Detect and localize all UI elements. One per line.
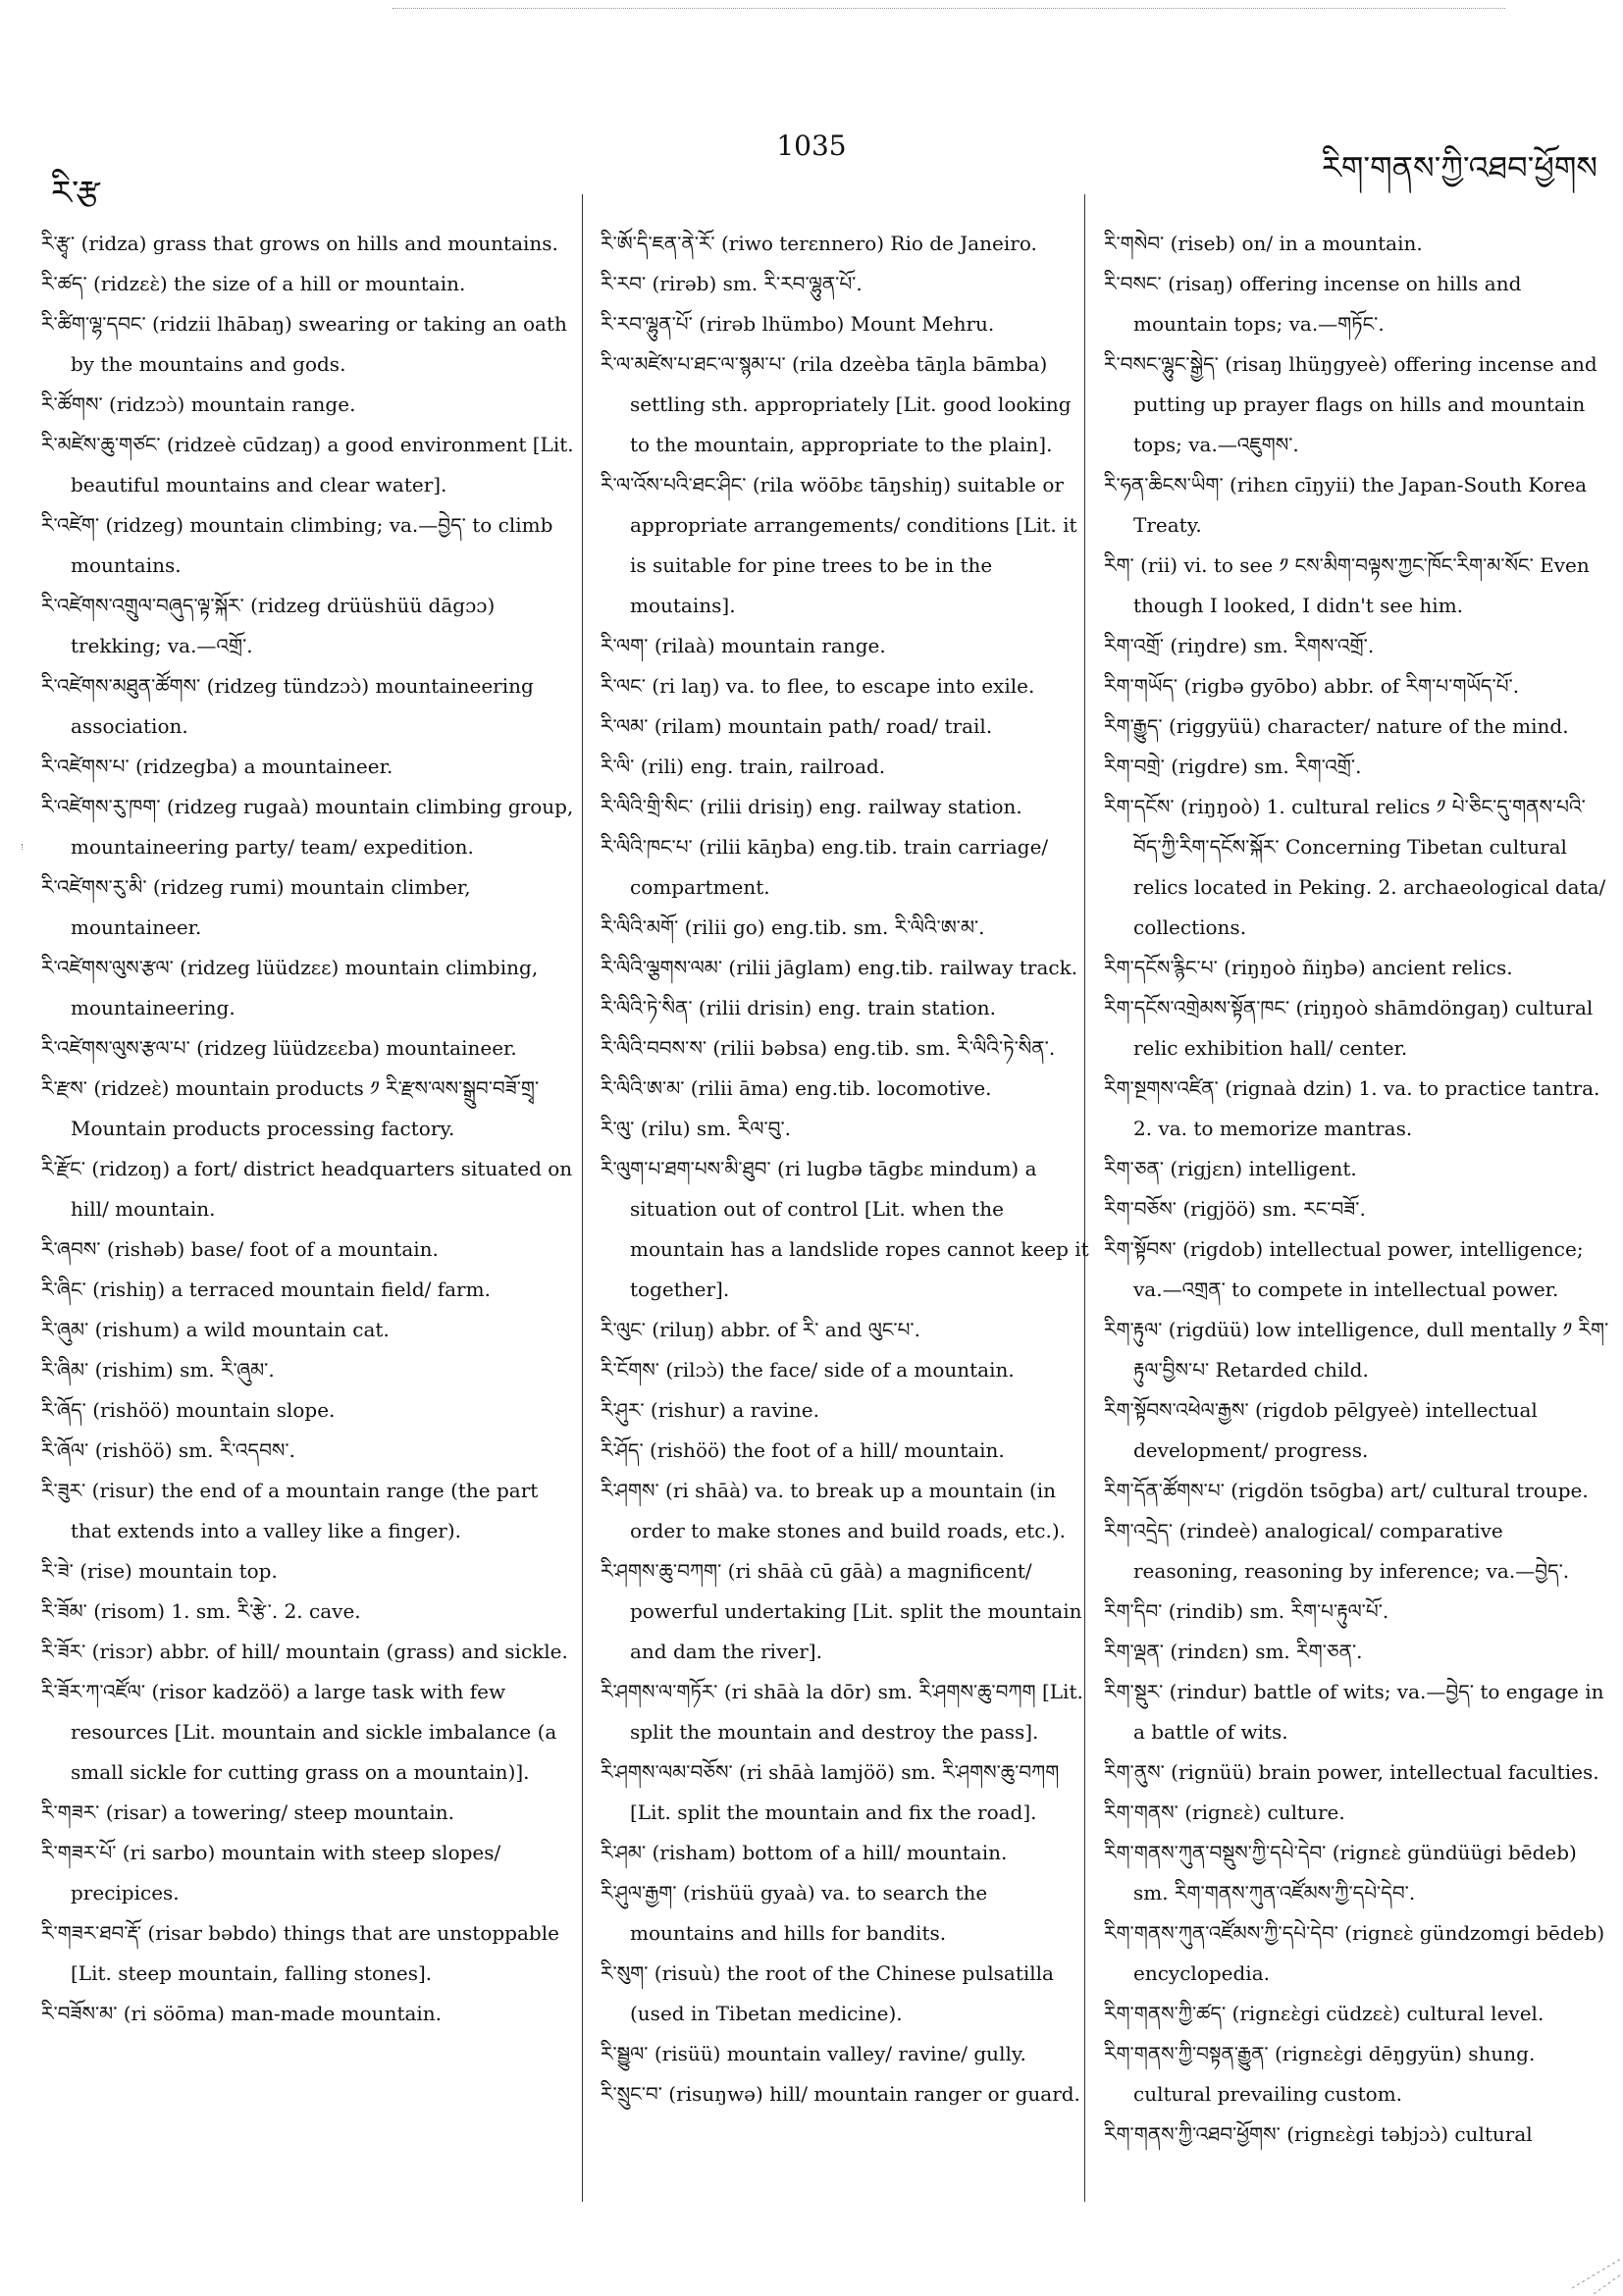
dictionary-entry: རི་ཤུལ་རྒྱག་ (rishüü gyaà) va. to search the mountains and hills for bandits. xyxy=(601,1881,988,1945)
dictionary-entry: རི་ལིའི་ཁང་པ་ (rilii kāŋba) eng.tib. train carriage/ compartment. xyxy=(601,835,1049,899)
dictionary-entry: རི་བསང་ (risaŋ) offering incense on hills and mountain tops; va.—གཏོང་. xyxy=(1104,272,1522,336)
dictionary-entry: རིག་གནས་ (rignɛɛ̀) culture. xyxy=(1104,1800,1345,1824)
dictionary-entry: རི་སྦྱུལ་ (risüü) mountain valley/ ravine/ gully. xyxy=(601,2042,1026,2065)
dictionary-entry: རིག་རྟུལ་ (rigdüü) low intelligence, dull mentally ༡ རིག་རྟུལ་བྱིས་པ་ Retarded child. xyxy=(1104,1318,1609,1382)
dictionary-entry: རི་ཞོལ་ (rishöö) sm. རི་འདབས་. xyxy=(41,1438,295,1462)
dictionary-entry: རི་འཛེགས་ལུས་རྩལ་ (ridzeg lüüdzɛɛ) mountain climbing, mountaineering. xyxy=(41,956,539,1019)
header-right-headword: རིག་གནས་ཀྱི་འཐབ་ཕྱོགས xyxy=(1321,149,1597,186)
dictionary-entry: རིག་དོན་ཚོགས་པ་ (rigdön tsōgba) art/ cultural troupe. xyxy=(1104,1479,1589,1502)
dictionary-entry: རི་ཚོགས་ (ridzɔɔ̀) mountain range. xyxy=(41,392,356,416)
dictionary-entry: རི་སྲུང་བ་ (risuŋwə) hill/ mountain ranger or guard. xyxy=(601,2082,1080,2106)
dictionary-entry: རི་ལིའི་མགོ་ (rilii go) eng.tib. sm. རི་ལིའི་ཨ་མ་. xyxy=(601,915,985,939)
dictionary-entry: རིག་འདྲེད་ (rindeè) analogical/ comparative reasoning, reasoning by inference; va.—བྱེད་. xyxy=(1104,1519,1570,1583)
dictionary-entry: རི་ལིའི་གྲི་སིང་ (rilii drisiŋ) eng. railway station. xyxy=(601,795,1022,818)
dictionary-entry: རི་ལིའི་ལྕགས་ལམ་ (rilii jāglam) eng.tib. railway track. xyxy=(601,956,1078,979)
dictionary-entry: རིག་སྟོབས་འཕེལ་རྒྱས་ (rigdob pēlgyeè) intellectual development/ progress. xyxy=(1104,1398,1538,1462)
dictionary-entry: རིག་ (rii) vi. to see ༡ ངས་མིག་བལྟས་ཀྱང་ཁོང་རིག་མ་སོང་ Even though I looked, I didn't see him. xyxy=(1104,553,1590,617)
dictionary-entry: རི་འཛེགས་ལུས་རྩལ་པ་ (ridzeg lüüdzɛɛba) mountaineer. xyxy=(41,1036,517,1060)
dictionary-entry: རི་ཨོ་དི་ཇན་ནེ་རོ་ (riwo terɛnnero) Rio de Janeiro. xyxy=(601,232,1037,255)
dictionary-entry: རིག་བཅོས་ (rigjöö) sm. རང་བཟོ་. xyxy=(1104,1197,1366,1221)
page-number: 1035 xyxy=(776,130,847,162)
dictionary-entry: རིག་རྒྱུད་ (riggyüü) character/ nature of the mind. xyxy=(1104,714,1569,738)
dictionary-entry: རི་བསང་ལྷུང་སྒྱེད་ (risaŋ lhüŋgyeè) offering incense and putting up prayer flags on hills and mountain tops; va.—འཇུགས་. xyxy=(1104,352,1597,456)
dictionary-entry: རི་གཟར་ (risar) a towering/ steep mountain. xyxy=(41,1800,454,1824)
dictionary-entry: རི་ལང་ (ri laŋ) va. to flee, to escape into exile. xyxy=(601,674,1035,698)
dictionary-entry: རི་ལ་མཛེས་པ་ཐང་ལ་སྙམ་པ་ (rila dzeèba tāŋla bāmba) settling sth. appropriately [Lit. good looking to the mountain, appropriate to the plain]. xyxy=(601,352,1072,456)
dictionary-entry: རི་ལུག་པ་ཐག་པས་མི་ཐུབ་ (ri lugbə tāgbɛ mindum) a situation out of control [Lit. when the mountain has a landslide ropes cannot keep it together]. xyxy=(601,1157,1089,1301)
dictionary-entry: རི་མཛེས་ཆུ་གཙང་ (ridzeè cūdzaŋ) a good environment [Lit. beautiful mountains and clear water]. xyxy=(41,433,574,496)
header-left-headword: རི་རྩ xyxy=(51,174,100,213)
dictionary-entry: རི་རབ་ (rirəb) sm. རི་རབ་ལྷུན་པོ་. xyxy=(601,272,863,295)
dictionary-entry: རི་བཟོས་མ་ (ri söōma) man-made mountain. xyxy=(41,2002,443,2025)
page-corner-fold xyxy=(1564,2249,1623,2296)
dictionary-entry: རི་འཛེག་ (ridzeg) mountain climbing; va.—བྱེད་ to climb mountains. xyxy=(41,513,553,577)
dictionary-entry: རིག་དངོས་ (riŋŋoò) 1. cultural relics ༡ པེ་ཅིང་དུ་གནས་པའི་བོད་ཀྱི་རིག་དངོས་སྐོར་ Concerning Tibetan cultural relics located in Peking. 2. archaeological data/ collections. xyxy=(1104,795,1606,939)
dictionary-entry: རི་ཤགས་ལ་གཏོར་ (ri shāà la dōr) sm. རི་ཤགས་ཆུ་བཀག [Lit. split the mountain and destroy the pass]. xyxy=(601,1680,1083,1744)
dictionary-entry: རི་ཞིང་ (rishiŋ) a terraced mountain field/ farm. xyxy=(41,1278,491,1301)
dictionary-entry: རི་གཟར་པོ་ (ri sarbo) mountain with steep slopes/ precipices. xyxy=(41,1841,501,1905)
dictionary-entry: རི་ལ་འོས་པའི་ཐང་ཤིང་ (rila wöōbɛ tāŋshiŋ) suitable or appropriate arrangements/ conditions [Lit. it is suitable for pine trees to be in the moutains]. xyxy=(601,473,1077,617)
dictionary-entry: རི་རྫས་ (ridzeɛ̀) mountain products ༡ རི་རྫས་ལས་སྒྲུབ་བཟོ་གྲྭ་ Mountain products processing factory. xyxy=(41,1076,540,1140)
dictionary-entry: རི་ལིའི་བབས་ས་ (rilii bəbsa) eng.tib. sm. རི་ལིའི་ཏེ་སིན་. xyxy=(601,1036,1056,1060)
dictionary-entry: རི་གཟར་ཐབ་རྡོ་ (risar bəbdo) things that are unstoppable [Lit. steep mountain, falling stones]. xyxy=(41,1921,559,1985)
dictionary-entry: རི་ཞུམ་ (rishum) a wild mountain cat. xyxy=(41,1318,390,1341)
margin-mark xyxy=(22,844,28,850)
dictionary-entry: རི་ཟུར་ (risur) the end of a mountain range (the part that extends into a valley like a finger). xyxy=(41,1479,539,1542)
dictionary-entry: རིག་གནས་ཀུན་བསྡུས་ཀྱི་དཔེ་དེབ་ (rignɛɛ̀ gündüügi bēdeb) sm. རིག་གནས་ཀུན་འཛོམས་ཀྱི་དཔེ་དེབ་. xyxy=(1104,1841,1577,1905)
dictionary-entry: རི་གསེབ་ (riseb) on/ in a mountain. xyxy=(1104,232,1423,255)
dictionary-entry: རི་ཤུར་ (rishur) a ravine. xyxy=(601,1398,819,1422)
dictionary-entry: རི་ཟོམ་ (risom) 1. sm. རི་རྩེ་. 2. cave. xyxy=(41,1599,361,1623)
dictionary-entry: རིག་ལྡན་ (rindɛn) sm. རིག་ཅན་. xyxy=(1104,1640,1363,1663)
dictionary-entry: རིག་དིབ་ (rindib) sm. རིག་པ་རྟུལ་པོ་. xyxy=(1104,1599,1389,1623)
dictionary-entry: རིག་གནས་ཀྱི་བསྟན་རྒྱུན་ (rignɛɛ̀gi dēŋgyün) shung. cultural prevailing custom. xyxy=(1104,2042,1536,2106)
dictionary-entry: རི་ལག་ (rilaà) mountain range. xyxy=(601,634,886,657)
dictionary-entry: རི་ཟོར་ཀ་འཛོལ་ (risor kadzöö) a large task with few resources [Lit. mountain and sickle imbalance (a small sickle for cutting grass on a mountain)]. xyxy=(41,1680,557,1784)
dictionary-entry: རིག་སྔགས་འཛིན་ (rignaà dzin) 1. va. to practice tantra. 2. va. to memorize mantras. xyxy=(1104,1076,1600,1140)
dictionary-entry: རི་ཞིམ་ (rishim) sm. རི་ཞུམ་. xyxy=(41,1358,275,1382)
dictionary-entry: རི་འཛེགས་མཐུན་ཚོགས་ (ridzeg tündzɔɔ̀) mountaineering association. xyxy=(41,674,534,738)
dictionary-entry: རི་ཚད་ (ridzɛɛ̀) the size of a hill or mountain. xyxy=(41,272,466,295)
dictionary-entry: རིག་དངོས་རྙིང་པ་ (riŋŋoò ñiŋbə) ancient relics. xyxy=(1104,956,1513,979)
dictionary-entry: རི་ཤགས་ཆུ་བཀག་ (ri shāà cū gāà) a magnificent/ powerful undertaking [Lit. split the mountain and dam the river]. xyxy=(601,1559,1082,1663)
dictionary-entry: རིག་གནས་ཀྱི་འཐབ་ཕྱོགས་ (rignɛɛ̀gi təbjɔɔ̀) cultural xyxy=(1104,2122,1533,2146)
column-1 xyxy=(41,224,576,2267)
column-divider xyxy=(582,194,583,2202)
dictionary-entry: རི་ཤོད་ (rishöö) the foot of a hill/ mountain. xyxy=(601,1438,1005,1462)
dictionary-entry: རི་རྩྭ་ (ridza) grass that grows on hills and mountains. xyxy=(41,232,558,255)
dictionary-entry: རིག་སྡུར་ (rindur) battle of wits; va.—བྱེད་ to engage in a battle of wits. xyxy=(1104,1680,1604,1744)
dictionary-entry: རི་འཛེགས་འགྲུལ་བཞུད་ལྟ་སྐོར་ (ridzeg drüüshüü dāgɔɔ) trekking; va.—འགྲོ་. xyxy=(41,594,496,657)
dictionary-entry: རི་ལུང་ (riluŋ) abbr. of རི་ and ལུང་པ་. xyxy=(601,1318,920,1341)
dictionary-entry: རི་ཤགས་ (ri shāà) va. to break up a mountain (in order to make stones and build roads, etc.). xyxy=(601,1479,1066,1542)
dictionary-entry: རིག་གཡོད་ (rigbə gyōbo) abbr. of རིག་པ་གཡོད་པོ་. xyxy=(1104,674,1520,698)
column-3 xyxy=(1104,224,1609,2267)
scan-edge xyxy=(393,8,1505,9)
dictionary-entry: རིག་ཅན་ (rigjɛn) intelligent. xyxy=(1104,1157,1357,1180)
dictionary-entry: རི་ལིའི་ཨ་མ་ (rilii āma) eng.tib. locomotive. xyxy=(601,1076,992,1100)
dictionary-entry: རིག་བགྲེ་ (rigdre) sm. རིག་འགྲོ་. xyxy=(1104,755,1362,778)
dictionary-entry: རི་ཟེ་ (rise) mountain top. xyxy=(41,1559,278,1583)
dictionary-entry: རི་ཚིག་ལྷ་དབང་ (ridzii lhābaŋ) swearing or taking an oath by the mountains and gods. xyxy=(41,312,567,376)
dictionary-entry: རིག་སྟོབས་ (rigdob) intellectual power, intelligence; va.—འགྲན་ to compete in intellectual power. xyxy=(1104,1237,1584,1301)
dictionary-entry: རི་འཛེགས་པ་ (ridzegba) a mountaineer. xyxy=(41,755,393,778)
dictionary-entry: རི་འཛེགས་རུ་མི་ (ridzeg rumi) mountain climber, mountaineer. xyxy=(41,875,471,939)
dictionary-entry: རི་ལི་ (rili) eng. train, railroad. xyxy=(601,755,886,778)
column-2 xyxy=(601,224,1091,2267)
dictionary-entry: རི་སུག་ (risuù) the root of the Chinese pulsatilla (used in Tibetan medicine). xyxy=(601,1961,1054,2025)
dictionary-entry: རི་ཤགས་ལམ་བཅོས་ (ri shāà lamjöö) sm. རི་ཤགས་ཆུ་བཀག [Lit. split the mountain and fix the road]. xyxy=(601,1760,1060,1824)
dictionary-entry: རིག་ནུས་ (rignüü) brain power, intellectual faculties. xyxy=(1104,1760,1599,1784)
dictionary-entry: རི་ཟོར་ (risɔr) abbr. of hill/ mountain (grass) and sickle. xyxy=(41,1640,568,1663)
dictionary-entry: རི་ཞབས་ (rishəb) base/ foot of a mountain. xyxy=(41,1237,439,1261)
dictionary-entry: རིག་དངོས་འགྲེམས་སྟོན་ཁང་ (riŋŋoò shāmdöngaŋ) cultural relic exhibition hall/ center. xyxy=(1104,996,1594,1060)
dictionary-entry: རིག་གནས་ཀྱི་ཚད་ (rignɛɛ̀gi cüdzɛɛ̀) cultural level. xyxy=(1104,2002,1544,2025)
dictionary-entry: རི་ངོགས་ (rilɔɔ̀) the face/ side of a mountain. xyxy=(601,1358,1015,1382)
dictionary-entry: རི་ལུ་ (rilu) sm. རིལ་བུ་. xyxy=(601,1117,792,1140)
dictionary-entry: རི་རྫོང་ (ridzoŋ) a fort/ district headquarters situated on hill/ mountain. xyxy=(41,1157,573,1221)
dictionary-entry: རི་འཛེགས་རུ་ཁག་ (ridzeg rugaà) mountain climbing group, mountaineering party/ team/ expedition. xyxy=(41,795,574,859)
dictionary-entry: རི་ཞོད་ (rishöö) mountain slope. xyxy=(41,1398,336,1422)
dictionary-entry: རི་ཧན་ཆིངས་ཡིག་ (rihɛn cīŋyii) the Japan-South Korea Treaty. xyxy=(1104,473,1588,537)
dictionary-entry: རིག་གནས་ཀུན་འཛོམས་ཀྱི་དཔེ་དེབ་ (rignɛɛ̀ gündzomgi bēdeb) encyclopedia. xyxy=(1104,1921,1605,1985)
dictionary-entry: རི་ལིའི་ཏེ་སིན་ (rilii drisin) eng. train station. xyxy=(601,996,997,1019)
dictionary-entry: རི་རབ་ལྷུན་པོ་ (rirəb lhümbo) Mount Mehru. xyxy=(601,312,995,336)
dictionary-entry: རི་ལམ་ (rilam) mountain path/ road/ trail. xyxy=(601,714,993,738)
dictionary-entry: རི་ཤམ་ (risham) bottom of a hill/ mountain. xyxy=(601,1841,1008,1864)
dictionary-entry: རིག་འགྲོ་ (riŋdre) sm. རིགས་འགྲོ་. xyxy=(1104,634,1375,657)
